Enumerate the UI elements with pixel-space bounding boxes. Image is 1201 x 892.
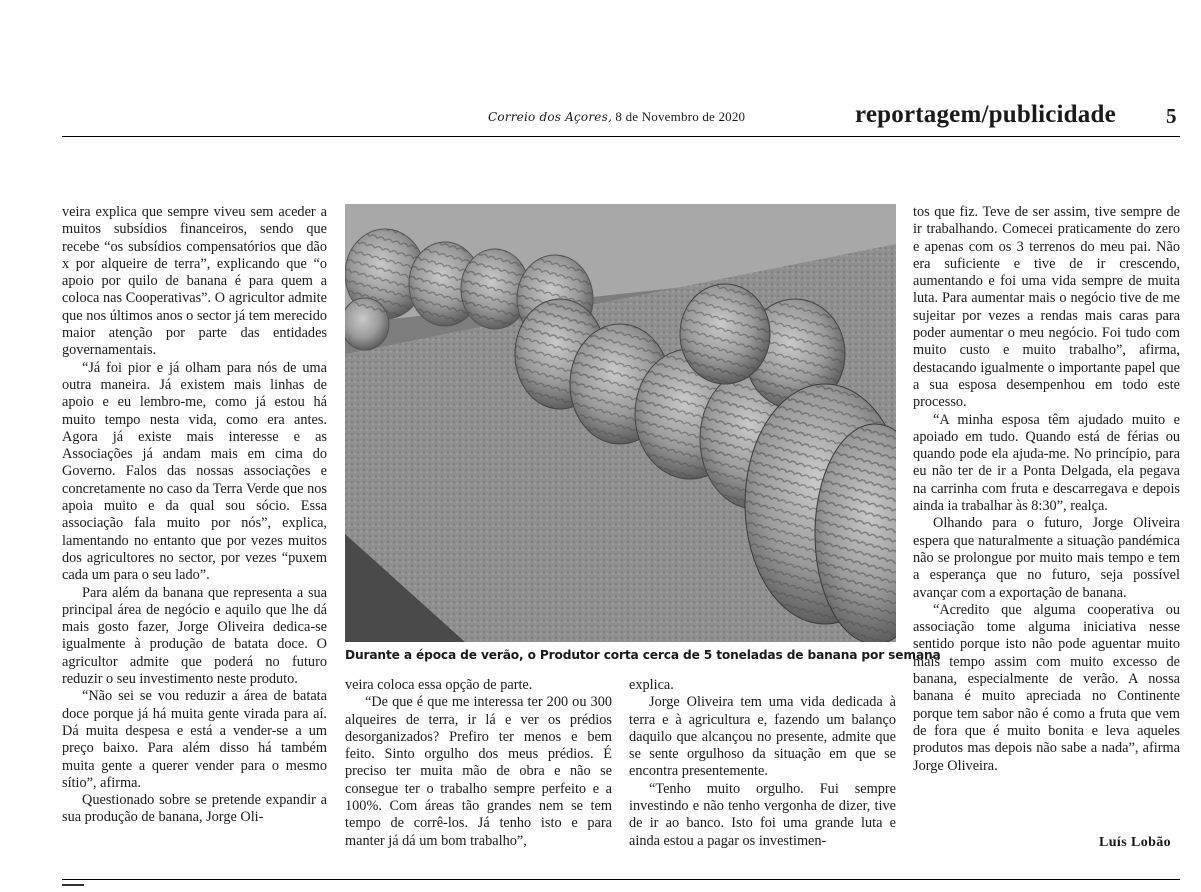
paragraph: “Acredito que alguma cooperativa ou associação tome alguma iniciativa nesse sentido porque isto não pode aguentar muito mais tempo assim com muito excesso de banana, especialmente de verão. A nossa banana é muito apreciada no Continente porque tem sabor não é como a fruta que vem de fora que é muito bonita e leva aqueles produtos mas depois não sabe a nada”, afirma Jorge Oliveira. [913, 601, 1180, 774]
paragraph: “Não sei se vou reduzir a área de batata doce porque já há muita gente virada para aí. Dá muita despesa e está a vender-se a um preço baixo. Para além disso há também muita gente a querer vender para o mesmo sítio”, afirma. [62, 688, 327, 791]
paragraph: Olhando para o futuro, Jorge Oliveira espera que naturalmente a situação pandémica não se prolongue por muito mais tempo e tem a esperança que no futuro, seja possível avançar com a exportação de banana. [913, 515, 1180, 601]
footer-mark [62, 884, 84, 892]
paragraph: “Tenho muito orgulho. Fui sempre investindo e não tenho vergonha de dizer, tive de ir ao banco. Isto foi uma grande luta e ainda estou a pagar os investimen- [629, 780, 896, 849]
paragraph: tos que fiz. Teve de ser assim, tive sempre de ir trabalhando. Comecei praticamente do zero e apenas com os 3 terrenos do meu pai. Não era suficiente e tive de ir crescendo, aumentando e foi uma vida sempre de muita luta. Para aumentar mais o negócio tive de me sujeitar por vezes a rendas mais caras para poder aumentar o meu negócio. Foi tudo com muito custo e muito trabalho”, afirma, destacando igualmente o importante papel que a sua esposa desempenhou em todo este processo. [913, 204, 1180, 411]
author-byline: Luís Lobão [1099, 835, 1172, 850]
banana-photo [345, 204, 896, 642]
paragraph: veira explica que sempre viveu sem aceder a muitos subsídios financeiros, sendo que recebe “os subsídios compensatórios que dão x por alqueire de terra”, explicando que “o apoio por quilo de banana é para quem a coloca nas Cooperativas”. O agricultor admite que nos últimos anos o sector já tem merecido maior atenção por parte das entidades governamentais. [62, 204, 327, 359]
paragraph: “De que é que me interessa ter 200 ou 300 alqueires de terra, ir lá e ver os prédios desorganizados? Prefiro ter menos e bem feito. Sinto orgulho dos meus prédios. É preciso ter muita mão de obra e não se consegue ter o trabalho sempre perfeito e a 100%. Com áreas tão grandes nem se tem tempo de corrê-los. Já tenho isto e para manter já dá um bom trabalho”, [345, 694, 612, 849]
footer-rule [62, 879, 1180, 880]
article-column-4 [913, 204, 1180, 775]
article-column-2 [345, 677, 612, 850]
article-column-3 [629, 677, 896, 850]
page-number: 5 [1166, 104, 1177, 128]
paragraph: “A minha esposa têm ajudado muito e apoiado em tudo. Quando está de férias ou quando pode ela ajuda-me. No princípio, para eu não ter de ir a Ponta Delgada, ela pegava na carrinha com fruta e descarregava e depois ainda ia trabalhar às 8:30”, realça. [913, 411, 1180, 515]
paragraph: Questionado sobre se pretende expandir a sua produção de banana, Jorge Oli- [62, 792, 327, 826]
paragraph: veira coloca essa opção de parte. [345, 677, 533, 693]
banana-bunches-image [345, 204, 896, 642]
photo-caption: Durante a época de verão, o Produtor corta cerca de 5 toneladas de banana por semana [345, 648, 941, 662]
paragraph: “Já foi pior e já olham para nós de uma outra maneira. Já existem mais linhas de apoio e eu lembro-me, como já estou há muito tempo nesta vida, como era antes. Agora já existe mais interesse e as Associações já andam mais em cima do Governo. Falos das nossas associações e concretamente no caso da Terra Verde que nos apoia muito e da qual sou sócio. Essa associação fala muito por nós”, explica, lamentando no entanto que por vezes muitos dos agricultores no sector, por vezes “puxem cada um para o seu lado”. [62, 359, 327, 584]
paragraph: Jorge Oliveira tem uma vida dedicada à terra e à agricultura e, fazendo um balanço daquilo que alcançou no presente, admite que se sente orgulhoso da situação em que se encontra presentemente. [629, 694, 896, 780]
issue-date: 8 de Novembro de 2020 [611, 109, 746, 124]
paragraph: explica. [629, 677, 674, 693]
newspaper-dateline [488, 109, 745, 125]
newspaper-name: Correio dos Açores, [488, 110, 612, 124]
header-rule [62, 136, 1180, 137]
article-column-1 [62, 204, 327, 827]
section-title: reportagem/publicidade [855, 101, 1116, 128]
paragraph: Para além da banana que representa a sua principal área de negócio e aquilo que lhe dá mais gosto fazer, Jorge Oliveira dedica-se igualmente à produção de batata doce. O agricultor admite que poderá no futuro reduzir o seu investimento neste produto. [62, 584, 327, 688]
